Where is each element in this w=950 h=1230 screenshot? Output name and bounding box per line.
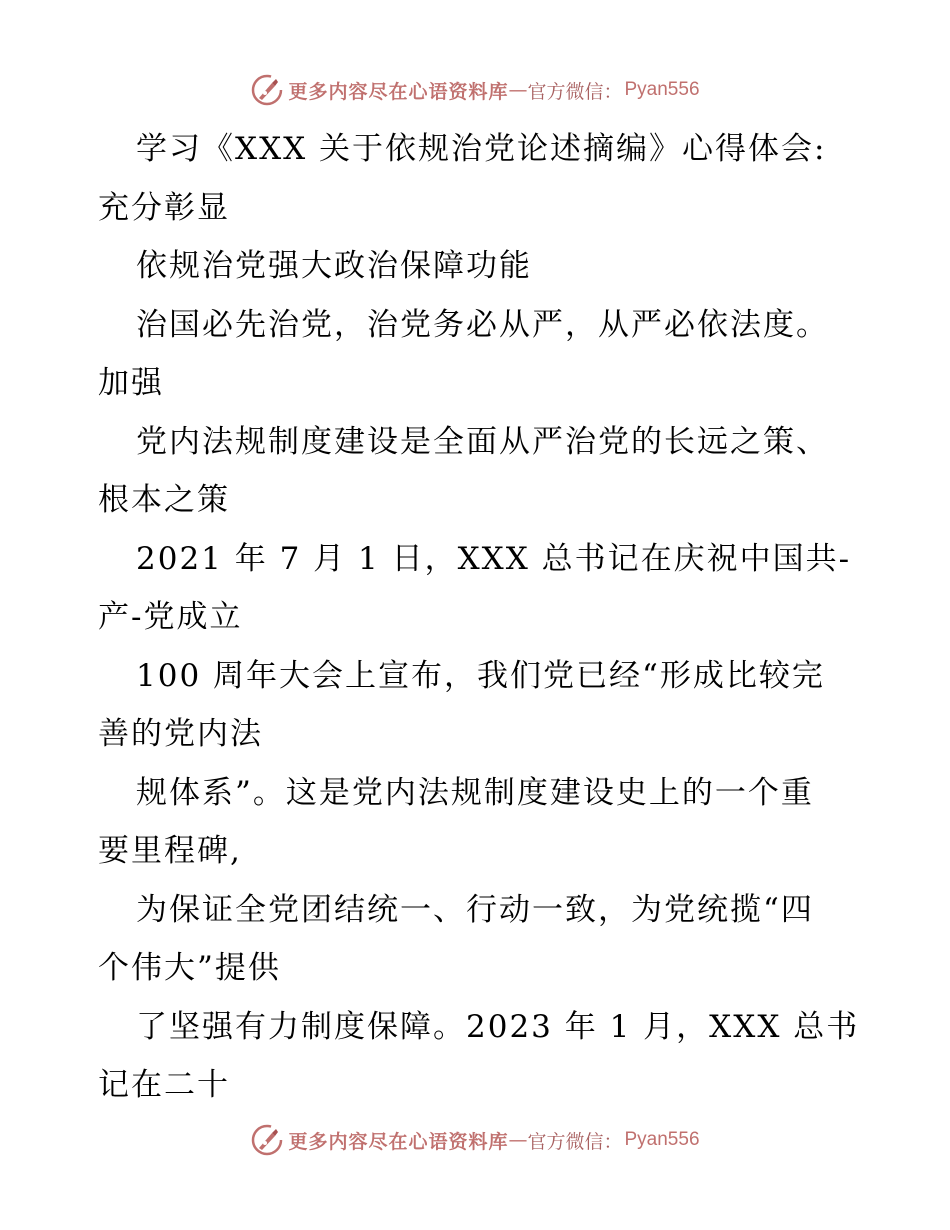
text-line: 根本之策 [98,482,230,518]
quill-pen-logo-icon [250,73,284,107]
text-line: 产-党成立 [98,599,243,635]
text-line: 记在二十 [98,1067,230,1103]
text-line: 加强 [98,365,164,401]
watermark-dash: — [508,79,528,101]
watermark-dash: — [508,1129,528,1151]
watermark-label: 官方微信： [527,1130,623,1153]
quill-pen-logo-icon [250,1123,284,1157]
text-line: 2021 年 7 月 1 日，XXX 总书记在庆祝中国共- [136,540,852,577]
text-line: 规体系”。这是党内法规制度建设史上的一个重 [136,774,814,811]
text-line: 治国必先治党，治党务必从严，从严必依法度。 [136,306,829,343]
watermark-label: 官方微信： [527,80,623,103]
document-body [98,120,858,1115]
watermark-brand: 更多内容尽在心语资料库 [288,1130,509,1153]
text-line: 个伟大”提供 [98,950,281,986]
text-line: 学习《XXX 关于依规治党论述摘编》心得体会: [136,131,827,167]
text-line: 100 周年大会上宣布，我们党已经“形成比较完 [136,657,825,694]
header-watermark [0,68,950,112]
text-line: 了坚强有力制度保障。2023 年 1 月，XXX 总书 [136,1008,860,1045]
text-line: 善的党内法 [98,716,263,752]
watermark-brand: 更多内容尽在心语资料库 [288,80,509,103]
watermark-wechat-id: Pyan556 [624,79,700,100]
text-line: 要里程碑, [98,833,242,869]
text-line: 党内法规制度建设是全面从严治党的长远之策、 [136,423,829,460]
text-line: 依规治党强大政治保障功能 [136,248,532,284]
text-line: 为保证全党团结统一、行动一致，为党统揽“四 [136,891,814,928]
footer-watermark [0,1118,950,1162]
text-line: 充分彰显 [98,189,230,226]
watermark-wechat-id: Pyan556 [624,1129,700,1150]
